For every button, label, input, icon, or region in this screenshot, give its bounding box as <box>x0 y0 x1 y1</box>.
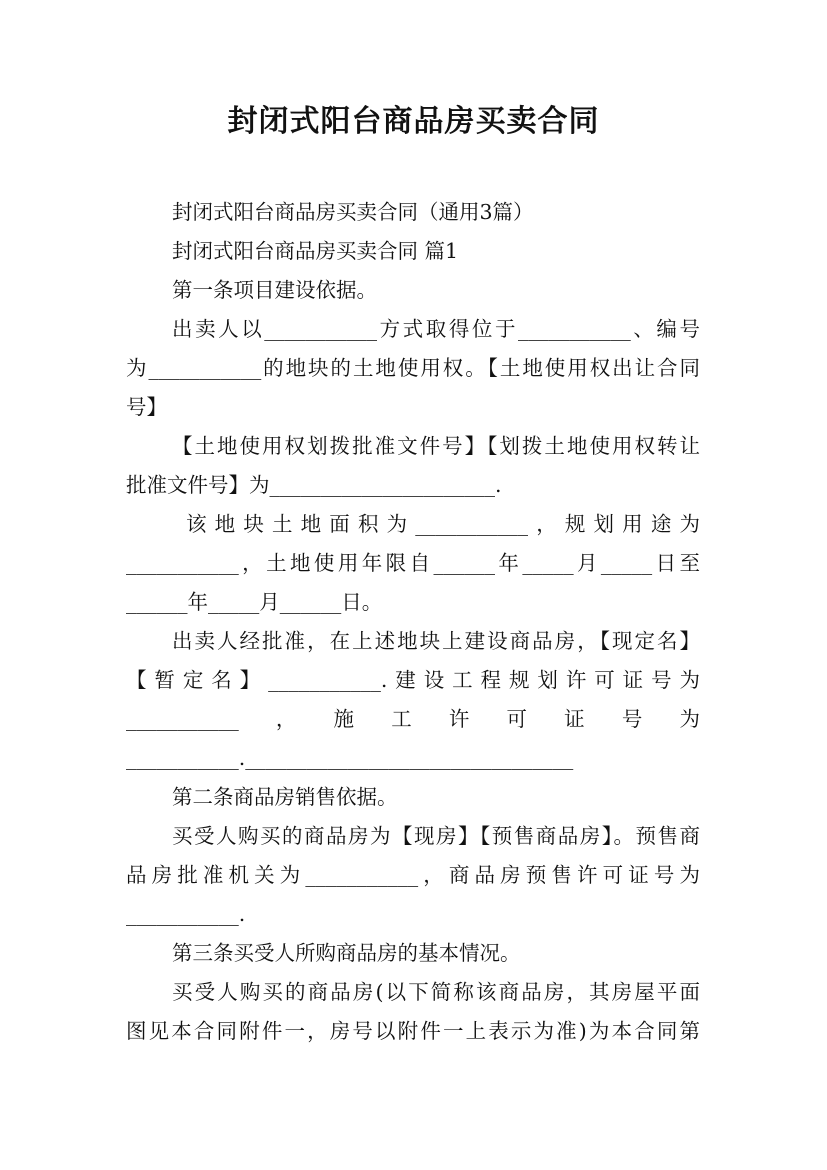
doc-line-9: 该地块土地面积为___________，规划用途为 <box>186 512 700 536</box>
doc-line-10: ___________，土地使用年限自______年_____月_____日至 <box>126 551 700 575</box>
doc-line-1: 封闭式阳台商品房买卖合同（通用3篇） <box>172 200 534 224</box>
doc-line-8: 批准文件号】为______________________. <box>126 473 502 497</box>
document-title: 封闭式阳台商品房买卖合同 <box>227 104 600 139</box>
doc-line-21: 买受人购买的商品房(以下简称该商品房，其房屋平面 <box>172 980 700 1004</box>
doc-line-12: 出卖人经批准，在上述地块上建设商品房，【现定名】 <box>172 629 700 653</box>
doc-line-17: 买受人购买的商品房为【现房】【预售商品房】。预售商 <box>172 824 700 848</box>
doc-line-2: 封闭式阳台商品房买卖合同 篇1 <box>172 239 459 263</box>
doc-line-5: 为___________的地块的土地使用权。【土地使用权出让合同 <box>126 356 700 380</box>
doc-line-7: 【土地使用权划拨批准文件号】【划拨土地使用权转让 <box>172 434 700 458</box>
doc-line-18: 品房批准机关为___________，商品房预售许可证号为 <box>126 863 700 887</box>
doc-line-22: 图见本合同附件一，房号以附件一上表示为准)为本合同第 <box>126 1019 700 1043</box>
doc-line-15: ___________.________________________________ <box>126 746 574 770</box>
doc-line-11: ______年_____月______日。 <box>126 590 383 614</box>
doc-line-14: ___________，施工许可证号为 <box>126 707 700 731</box>
doc-line-4: 出卖人以___________方式取得位于___________、编号 <box>172 317 700 341</box>
doc-line-3: 第一条项目建设依据。 <box>172 278 377 302</box>
doc-line-6: 号】 <box>126 395 167 419</box>
doc-line-20: 第三条买受人所购商品房的基本情况。 <box>172 941 521 965</box>
doc-line-13: 【暂定名】___________.建设工程规划许可证号为 <box>126 668 700 692</box>
doc-line-16: 第二条商品房销售依据。 <box>172 785 398 809</box>
doc-line-19: ___________. <box>126 902 246 926</box>
